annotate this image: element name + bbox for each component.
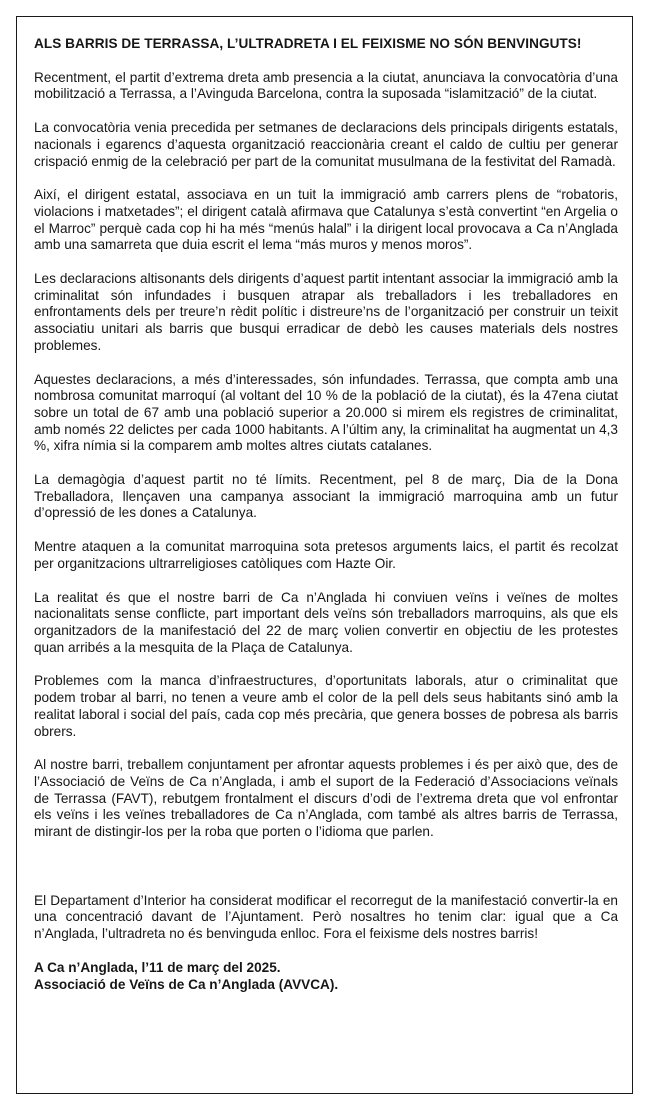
document-title: ALS BARRIS DE TERRASSA, L’ULTRADRETA I EL FEIXISME NO SÓN BENVINGUTS! xyxy=(34,36,582,51)
paragraph: Així, el dirigent estatal, associava en un tuit la immigració amb carrers plens de “robatoris, violacions i matxetades”; el dirigent català afirmava que Catalunya s’està convertint “en Argelia o el Marroc” perquè cada cop hi ha més “menús halal” i la dirigent local provocava a Ca n’Anglada amb una samarreta que duia escrit el lema “más muros y menos moros”. xyxy=(34,187,618,253)
document-body xyxy=(34,36,618,993)
closing-paragraph: El Departament d’Interior ha considerat modificar el recorregut de la manifestació convertir-la en una concentració davant de l’Ajuntament. Però nosaltres ho tenim clar: igual que a Ca n’Anglada, l’ultradreta no és benvinguda enlloc. Fora el feixisme dels nostres barris! xyxy=(34,892,618,942)
signature-organization: Associació de Veïns de Ca n’Anglada (AVVCA). xyxy=(34,976,339,992)
signature-place-date: A Ca n’Anglada, l’11 de març del 2025. xyxy=(34,959,281,975)
paragraph: Recentment, el partit d’extrema dreta amb presencia a la ciutat, anunciava la convocatòria d’una mobilització a Terrassa, a l’Avinguda Barcelona, contra la suposada “islamització” de la ciutat. xyxy=(34,69,618,102)
paragraph: La realitat és que el nostre barri de Ca n’Anglada hi conviuen veïns i veïnes de moltes nacionalitats sense conflicte, part important dels veïns són treballadors marroquins, als que els organitzadors de la manifestació del 22 de març volien convertir en objectiu de les protestes quan arribés a la mesquita de la Plaça de Catalunya. xyxy=(34,589,618,655)
paragraph: Les declaracions altisonants dels dirigents d’aquest partit intentant associar la immigració amb la criminalitat són infundades i busquen atrapar als treballadors i les treballadores en enfrontaments dels per treure’n rèdit polític i distreure’ns de l’organització per construir un teixit associatiu unitari als barris que busqui erradicar de debò les causes materials dels nostres problemes. xyxy=(34,271,618,353)
paragraph: Aquestes declaracions, a més d’interessades, són infundades. Terrassa, que compta amb una nombrosa comunitat marroquí (al voltant del 10 % de la població de la ciutat), és la 47ena ciutat sobre un total de 67 amb una població superior a 20.000 si mirem els registres de criminalitat, amb només 22 delictes per cada 1000 habitants. A l’últim any, la criminalitat ha augmentat un 4,3 %, xifra nímia si la comparem amb moltes altres ciutats catalanes. xyxy=(34,371,618,454)
paragraph: Al nostre barri, treballem conjuntament per afrontar aquests problemes i és per això que, des de l’Associació de Veïns de Ca n’Anglada, i amb el suport de la Federació d’Associacions veïnals de Terrassa (FAVT), rebutgem frontalment el discurs d’odi de l’extrema dreta que vol enfrontar els veïns i les veïnes treballadores de Ca n’Anglada, com també als altres barris de Terrassa, mirant de distingir-los per la roba que porten o l’idioma que parlen. xyxy=(34,757,618,840)
paragraph: La convocatòria venia precedida per setmanes de declaracions dels principals dirigents estatals, nacionals i egarencs d’aquesta organització reaccionària creant el caldo de cultiu per generar crispació enmig de la celebració per part de la comunitat musulmana de la festivitat del Ramadà. xyxy=(34,120,618,169)
paragraph: Mentre ataquen a la comunitat marroquina sota pretesos arguments laics, el partit és recolzat per organitzacions ultrarreligioses catòliques com Hazte Oir. xyxy=(34,539,618,571)
paragraph: Problemes com la manca d’infraestructures, d’oportunitats laborals, atur o criminalitat que podem trobar al barri, no tenen a veure amb el color de la pell dels seus habitants sinó amb la realitat laboral i social del país, cada cop més precària, que genera bosses de pobresa als barris obrers. xyxy=(34,673,618,739)
paragraph: La demagògia d’aquest partit no té límits. Recentment, pel 8 de març, Dia de la Dona Treballadora, llençaven una campanya associant la immigració marroquina amb un futur d’opressió de les dones a Catalunya. xyxy=(34,472,618,521)
